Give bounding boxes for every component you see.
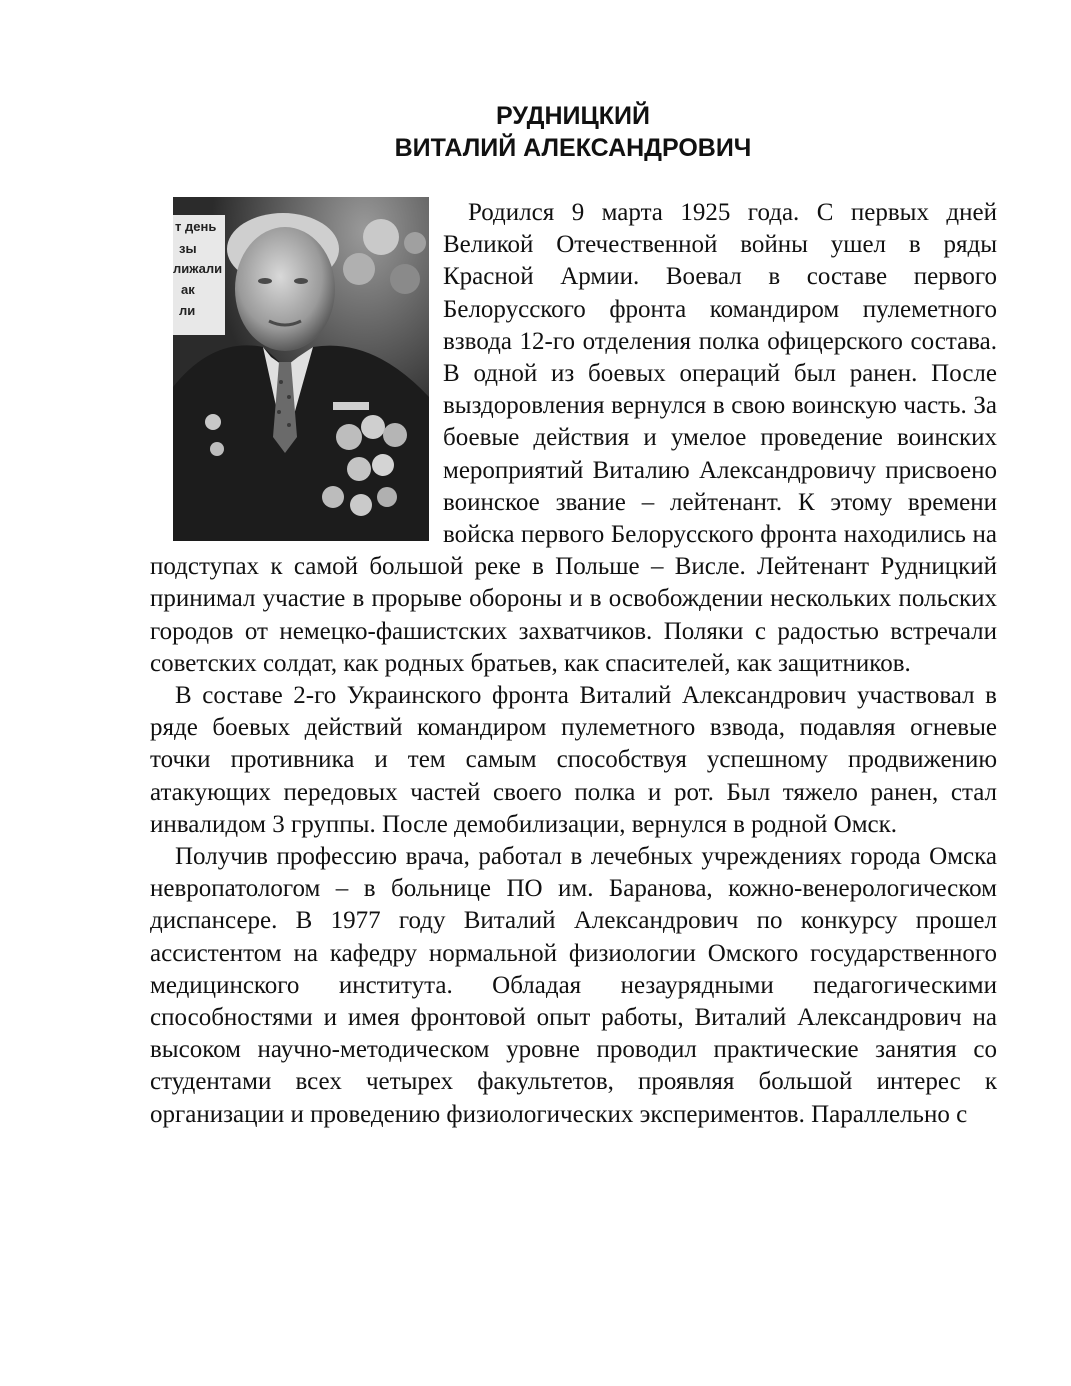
poster-line-5: ли — [179, 303, 196, 318]
paragraph-2: В составе 2-го Украинского фронта Виталий Александрович участвовал в ряде боевых действий командиром пулеметного взвода, подавляя огневые точки противника и тем самым способствуя успешному продвижению атакующих передовых частей своего полка и рот. Был тяжело ранен, стал инвалидом 3 группы. После демобилизации, вернулся в родной Омск. — [150, 682, 997, 838]
page-title — [0, 100, 1071, 164]
title-name: ВИТАЛИЙ АЛЕКСАНДРОВИЧ — [394, 134, 752, 162]
poster-line-2: зы — [179, 241, 197, 256]
portrait-photo — [173, 197, 429, 541]
paragraph-1 — [150, 197, 997, 680]
title-surname: РУДНИЦКИЙ — [496, 102, 650, 130]
poster-line-4: ак — [181, 282, 195, 297]
poster-line-1: т день — [175, 219, 217, 234]
paragraph-1-text: Родился 9 марта 1925 года. С первых дней Великой Отечественной войны ушел в ряды Красной Армии. Воевал в составе первого Белорусского фронта командиром пулеметного взвода 12-го отделения полка офицерского состава. В одной из боевых операций был ранен. После выздоровления вернулся в свою воинскую часть. За боевые действия и умелое проведение воинских мероприятий Виталию Александровичу присвоено воинское звание – лейтенант. К этому времени войска первого Белорусского фронта находились на подступах к самой большой реке в Польше – Висле. Лейтенант Рудницкий принимал участие в прорыве обороны и в освобождении нескольких польских городов от немецко-фашистских захватчиков. Поляки с радостью встречали советских солдат, как родных братьев, как спасителей, как защитников. — [150, 199, 997, 677]
biography-text — [150, 197, 997, 1131]
paragraph-3: Получив профессию врача, работал в лечебных учреждениях города Омска невропатологом – в больнице ПО им. Баранова, кожно-венерологическом диспансере. В 1977 году Виталий Александрович по конкурсу прошел ассистентом на кафедру нормальной физиологии Омского государственного медицинского института. Обладая незаурядными педагогическими способностями и имея фронтовой опыт работы, Виталий Александрович на высоком научно-методическом уровне проводил практические занятия со студентами всех четырех факультетов, проявляя большой интерес к организации и проведению физиологических экспериментов. Параллельно с — [150, 843, 997, 1128]
poster-line-3: лижали — [173, 261, 223, 276]
